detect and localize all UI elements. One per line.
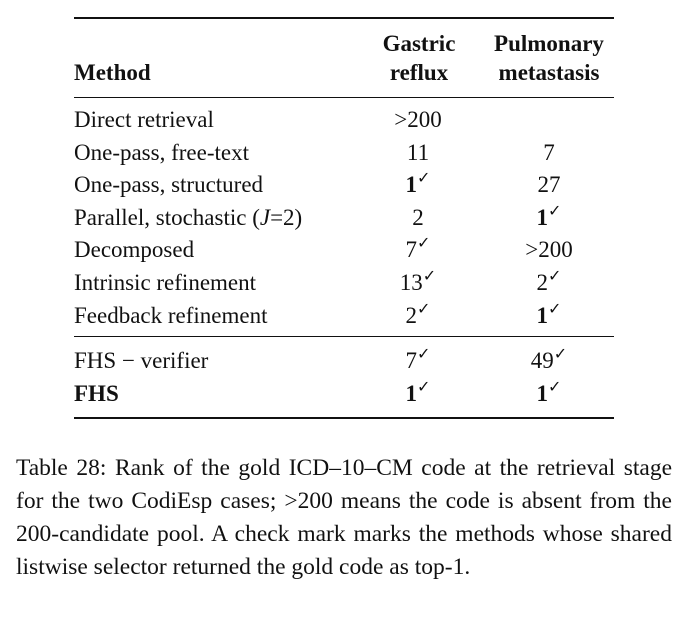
table-cell: 2✓ (405, 300, 431, 328)
table-row (74, 104, 614, 136)
header-rule (74, 97, 614, 98)
table-row (74, 137, 614, 169)
top-rule (74, 17, 614, 19)
table-cell: 1✓ (405, 378, 431, 406)
check-mark-icon: ✓ (553, 346, 568, 363)
table-cell: 7 (543, 139, 555, 165)
method-name: One-pass, free-text (74, 139, 249, 165)
table-caption: Table 28: Rank of the gold ICD–10–CM code at the retrieval stage for the two CodiEsp cases; >200 means the code is absent from the 200-candidate pool. A check mark marks the methods whose shared listwise selector returned the gold code as top-1. (16, 455, 672, 580)
method-name: FHS − verifier (74, 348, 209, 373)
check-mark-icon: ✓ (548, 202, 562, 220)
method-name: One-pass, structured (74, 172, 264, 198)
check-mark-icon: ✓ (548, 268, 562, 285)
check-mark-icon: ✓ (417, 235, 431, 253)
table-row (74, 300, 614, 332)
table-cell: >200 (525, 237, 573, 263)
method-name: Decomposed (74, 237, 195, 263)
table-cell: 2 (412, 204, 424, 230)
table-cell: 1✓ (405, 170, 431, 198)
table-cell: 1✓ (536, 202, 562, 230)
table-cell: 7✓ (405, 235, 431, 263)
table-row (74, 169, 614, 201)
table-cell: 1✓ (536, 378, 562, 406)
method-name: Feedback refinement (74, 302, 268, 328)
table-row (74, 267, 614, 299)
table-cell: 11 (406, 139, 430, 165)
table-row (74, 202, 614, 234)
table-row (74, 378, 614, 410)
check-mark-icon: ✓ (548, 378, 562, 396)
method-name: Intrinsic refinement (74, 270, 257, 295)
table-cell: 49✓ (530, 346, 568, 373)
table-cell: >200 (394, 107, 442, 132)
bottom-rule (74, 417, 614, 419)
group-separator-rule (74, 336, 614, 337)
check-mark-icon: ✓ (417, 346, 431, 363)
header-pulmonary-metastasis: Pulmonary metastasis (494, 31, 604, 85)
header-method: Method (74, 60, 151, 85)
table-cell: 27 (537, 172, 561, 198)
method-name: Direct retrieval (74, 107, 214, 132)
check-mark-icon: ✓ (417, 378, 431, 396)
check-mark-icon: ✓ (548, 300, 562, 318)
header-gastric-reflux: Gastric reflux (382, 31, 456, 85)
table-row (74, 345, 614, 377)
method-name: FHS (74, 380, 119, 406)
table-row (74, 234, 614, 266)
method-name: Parallel, stochastic (J=2) (74, 204, 303, 230)
check-mark-icon: ✓ (417, 170, 431, 188)
table-cell: 7✓ (405, 346, 431, 373)
check-mark-icon: ✓ (417, 300, 431, 318)
check-mark-icon: ✓ (422, 268, 437, 285)
table-cell: 2✓ (536, 268, 562, 295)
table-cell: 13✓ (399, 268, 437, 295)
table-cell: 1✓ (536, 300, 562, 328)
